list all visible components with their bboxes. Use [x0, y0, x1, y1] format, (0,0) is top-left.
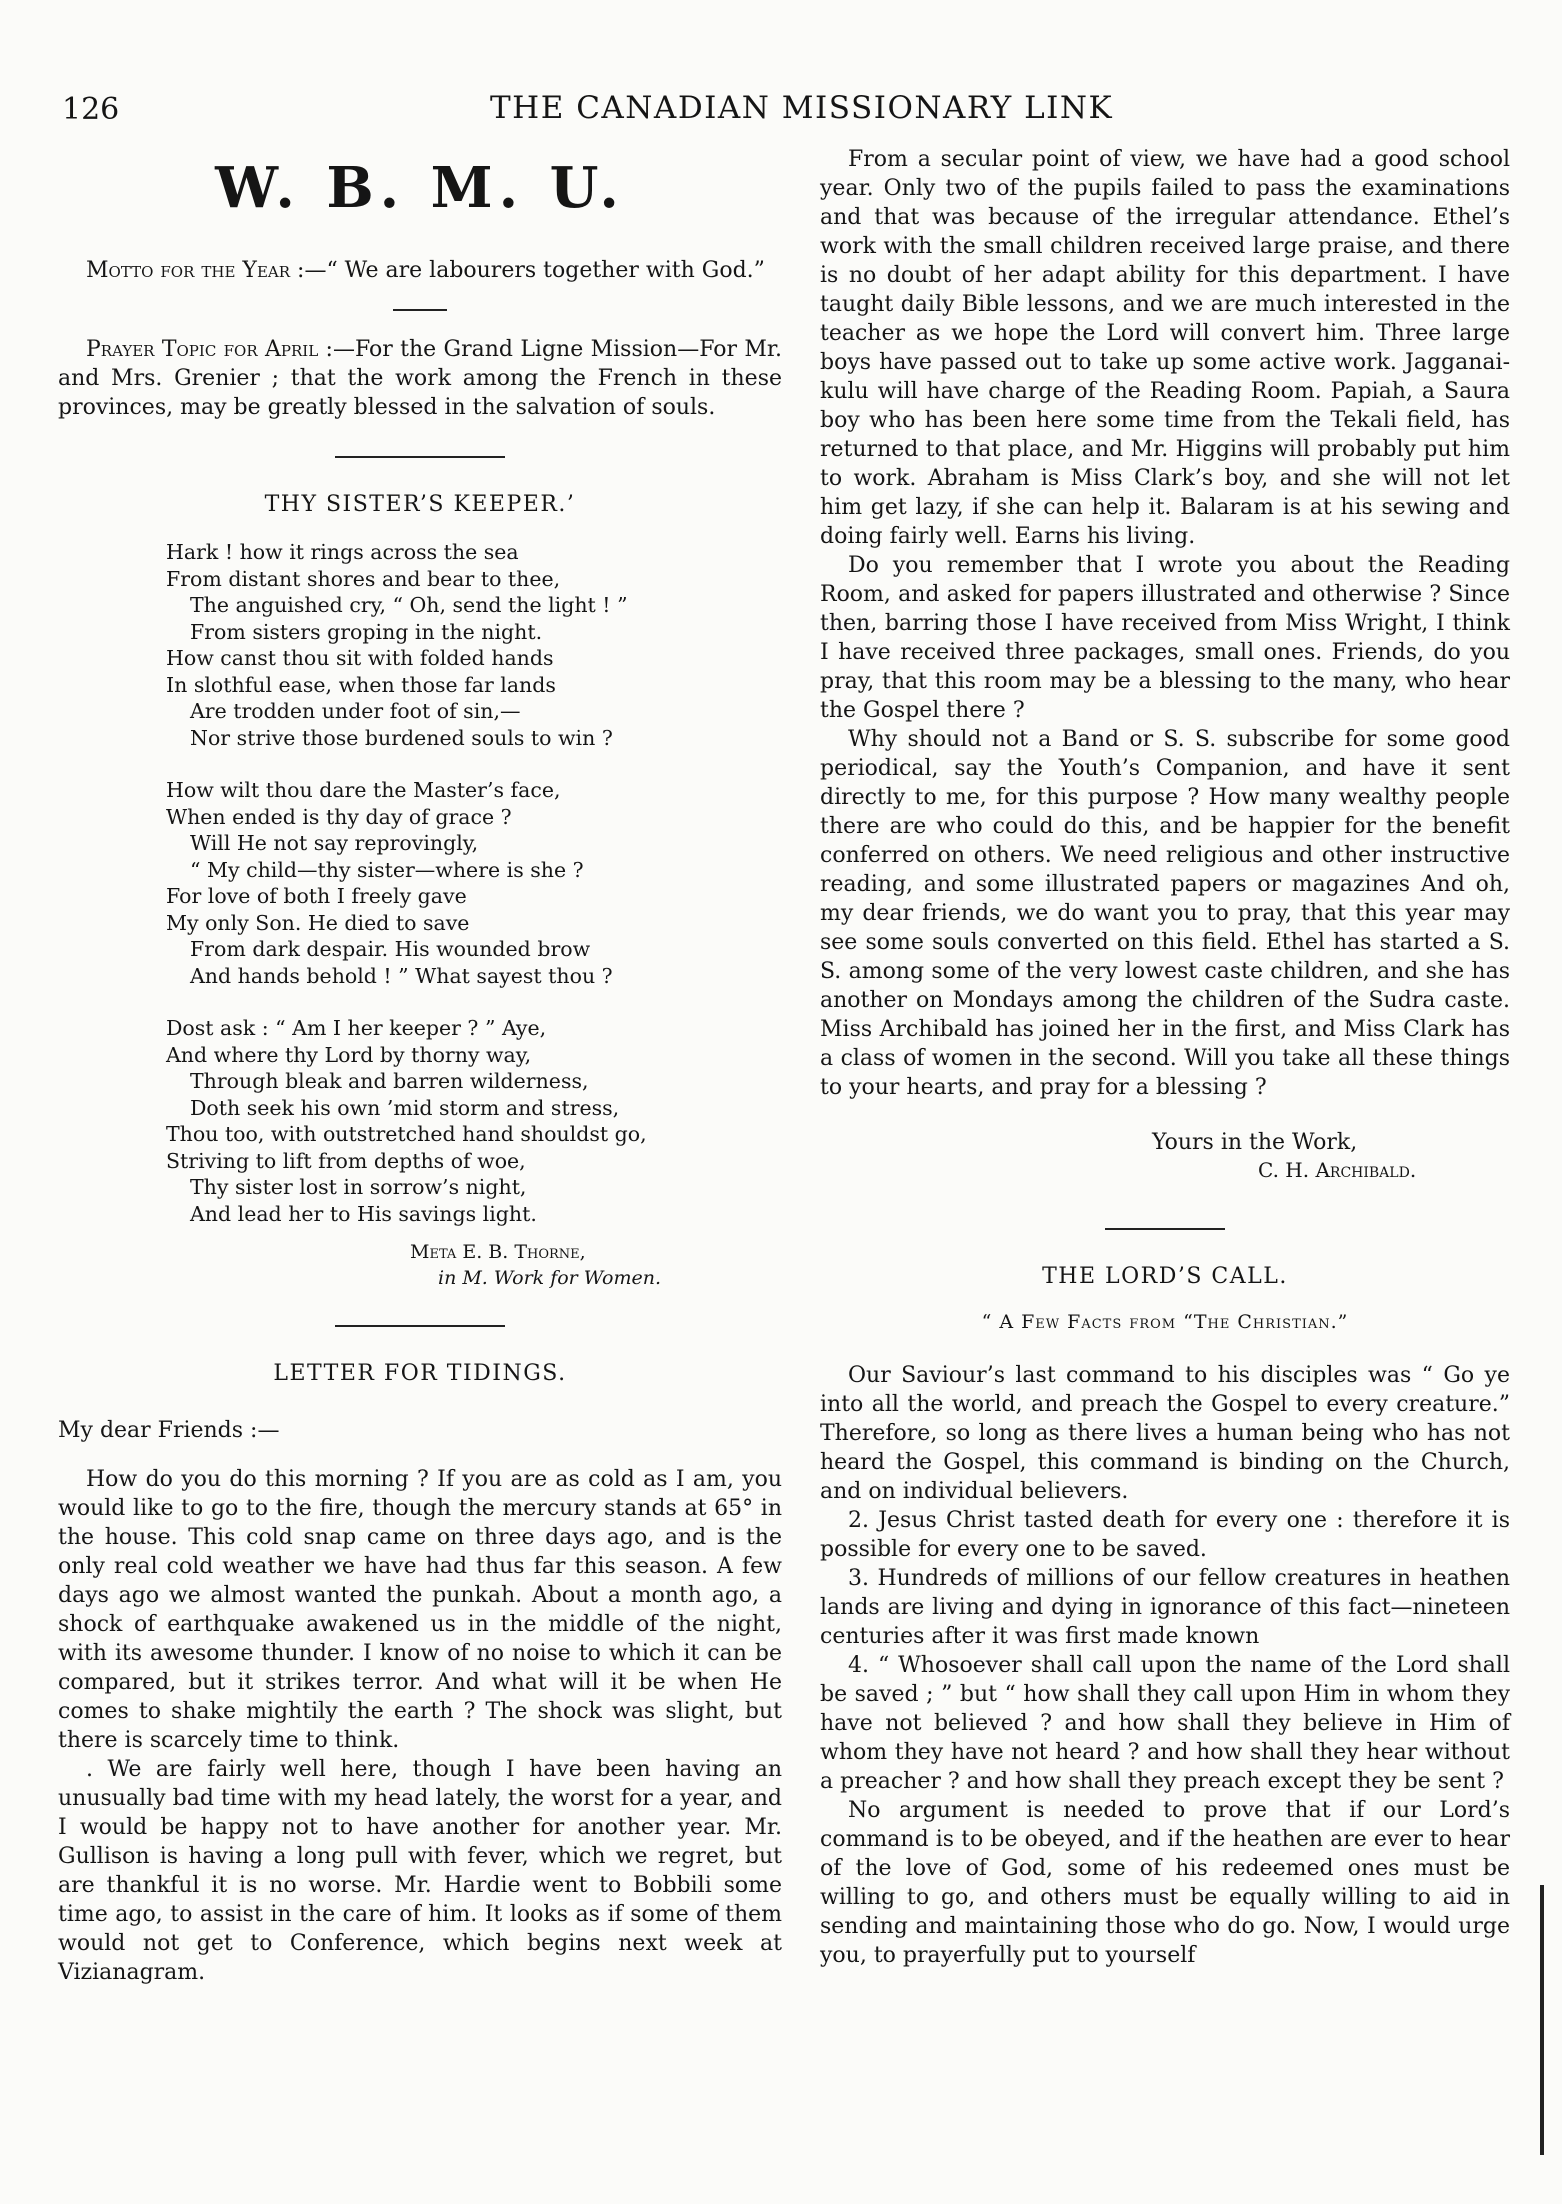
letter-paragraph: . We are fairly well here, though I have been having an unusually bad time with my head lately, the worst for a year, and I would be happy not to have another for another year. Mr. Gullison is having a long pull with fever, which we regret, but are thankful it is no worse. Mr. Hardie went to Bobbili some time ago, to assist in the care of him. It looks as if some of them would not get to Conference, which begins next week at Vizianagram.: [58, 1757, 782, 1985]
poem-stanza: [166, 1015, 782, 1227]
poem-line: Thy sister lost in sorrow’s night,: [190, 1175, 527, 1199]
divider: [393, 309, 447, 311]
poem-line: Nor strive those burdened souls to win ?: [190, 725, 613, 750]
letter-title: LETTER FOR TIDINGS.: [273, 1361, 567, 1386]
poem-line: In slothful ease, when those far lands: [166, 672, 556, 697]
prayer-topic: [58, 335, 782, 422]
prayer-text: :—For the Grand Ligne Mission—For Mr. and Mrs. Grenier ; that the work among the French in these provinces, may be greatly blessed in the salvation of souls.: [58, 337, 782, 420]
call-paragraph: Our Saviour’s last command to his disciples was “ Go ye into all the world, and preach the Gospel to every creature.” Therefore, so long as there lives a human being who has not heard the Gospel, this command is binding on the Church, and on individual believers.: [820, 1363, 1510, 1504]
poem-line: Thou too, with outstretched hand shouldst go,: [166, 1122, 647, 1146]
poem-line: For love of both I freely gave: [166, 884, 467, 908]
prayer-label: Prayer Topic for April: [86, 337, 319, 362]
poem-line: Hark ! how it rings across the sea: [166, 540, 519, 564]
poem-line: And lead her to His savings light.: [190, 1201, 537, 1226]
call-paragraph: 2. Jesus Christ tasted death for every one : therefore it is possible for every one to be saved.: [820, 1508, 1510, 1562]
poem-line: From distant shores and bear to thee,: [166, 566, 561, 591]
poem-line: How wilt thou dare the Master’s face,: [166, 778, 561, 802]
poem-line: From sisters groping in the night.: [190, 619, 543, 644]
masthead: W. B. M. U.: [215, 155, 625, 221]
letter-paragraph: Why should not a Band or S. S. subscribe for some good periodical, say the Youth’s Companion, and have it sent directly to me, for this purpose ? How many wealthy people there are who could do this, and be happier for the benefit conferred on others. We need religious and other instructive reading, and some illustrated papers or magazines And oh, my dear friends, we do want you to pray, that this year may see some souls converted on this field. Ethel has started a S. S. among some of the very lowest caste children, and she has another on Mondays among the children of the Sudra caste. Miss Archibald has joined her in the first, and Miss Clark has a class of women in the second. Will you take all these things to your hearts, and pray for a blessing ?: [820, 727, 1510, 1100]
left-column: [58, 145, 782, 1987]
poem-line: From dark despair. His wounded brow: [190, 937, 591, 961]
call-subtitle: “ A Few Facts from “The Christian.”: [981, 1311, 1349, 1333]
poem-source: in M. Work for Women.: [438, 1267, 662, 1289]
poem-line: Striving to lift from depths of woe,: [166, 1148, 526, 1173]
poem-title: THY SISTER’S KEEPER.’: [264, 492, 576, 517]
call-paragraph: 3. Hundreds of millions of our fellow creatures in heathen lands are living and dying in ignorance of this fact—nineteen centuries after it was first made known: [820, 1566, 1510, 1649]
poem-stanza: [166, 777, 782, 989]
poem-line: And where thy Lord by thorny way,: [166, 1042, 532, 1067]
poem-author: Meta E. B. Thorne,: [410, 1241, 586, 1263]
call-paragraph: 4. “ Whosoever shall call upon the name of the Lord shall be saved ; ” but “ how shall they call upon Him in whom they have not believed ? and how shall they believe in Him of whom they have not heard ? and how shall they hear without a preacher ? and how shall they preach except they be sent ?: [820, 1653, 1510, 1794]
letter-salutation: My dear Friends :—: [58, 1418, 280, 1443]
divider: [1105, 1228, 1225, 1230]
poem-line: My only Son. He died to save: [166, 910, 470, 935]
letter-closing: Yours in the Work,: [1152, 1130, 1358, 1155]
poem-line: “ My child—thy sister—where is she ?: [190, 857, 584, 882]
poem-stanza: [166, 539, 782, 751]
letter-paragraph: From a secular point of view, we have had a good school year. Only two of the pupils failed to pass the examinations and that was because of the irregular attendance. Ethel’s work with the small children received large praise, and there is no doubt of her adapt ability for this department. I have taught daily Bible lessons, and we are much interested in the teacher as we hope the Lord will convert him. Three large boys have passed out to take up some active work. Jagganai-kulu will have charge of the Reading Room. Papiah, a Saura boy who has been here some time from the Tekali field, has returned to that place, and Mr. Higgins will probably put him to work. Abraham is Miss Clark’s boy, and she will not let him get lazy, if she can help it. Balaram is at his sewing and doing fairly well. Earns his living.: [820, 147, 1510, 549]
poem-line: Through bleak and barren wilderness,: [190, 1069, 589, 1093]
poem-line: And hands behold ! ” What sayest thou ?: [190, 963, 613, 988]
poem-line: How canst thou sit with folded hands: [166, 646, 554, 670]
letter-paragraph: Do you remember that I wrote you about the Reading Room, and asked for papers illustrated and otherwise ? Since then, barring those I have received from Miss Wright, I think I have received three packages, small ones. Friends, do you pray, that this room may be a blessing to the many, who hear the Gospel there ?: [820, 553, 1510, 723]
letter-signature: C. H. Archibald.: [1258, 1158, 1417, 1182]
poem-line: Are trodden under foot of sin,—: [190, 699, 521, 723]
motto: [58, 256, 782, 285]
page-edge-mark: [1540, 1885, 1544, 2155]
letter-paragraph: How do you do this morning ? If you are as cold as I am, you would like to go to the fire, though the mercury stands at 65° in the house. This cold snap came on three days ago, and is the only real cold weather we have had thus far this season. A few days ago we almost wanted the punkah. About a month ago, a shock of earthquake awakened us in the middle of the night, with its awesome thunder. I know of no noise to which it can be compared, but it strikes terror. And what will it be when He comes to shake mightily the earth ? The shock was slight, but there is scarcely time to think.: [58, 1467, 782, 1753]
poem: [166, 539, 782, 1227]
poem-line: Will He not say reprovingly,: [190, 831, 479, 855]
call-paragraph: No argument is needed to prove that if our Lord’s command is to be obeyed, and if the heathen are ever to hear of the love of God, some of his redeemed ones must be willing to go, and others must be equally willing to aid in sending and maintaining those who do go. Now, I would urge you, to prayerfully put to yourself: [820, 1798, 1510, 1968]
poem-line: When ended is thy day of grace ?: [166, 804, 512, 829]
divider: [335, 1325, 505, 1327]
motto-label: Motto for the Year: [86, 258, 291, 283]
motto-text: :—“ We are labourers together with God.”: [297, 258, 765, 283]
poem-line: Dost ask : “ Am I her keeper ? ” Aye,: [166, 1016, 547, 1040]
running-head: THE CANADIAN MISSIONARY LINK: [490, 90, 1114, 126]
poem-line: The anguished cry, “ Oh, send the light ! ”: [190, 593, 628, 617]
poem-line: Doth seek his own ’mid storm and stress,: [190, 1095, 620, 1120]
right-column: [820, 145, 1510, 1970]
call-title: THE LORD’S CALL.: [1042, 1264, 1288, 1289]
divider: [335, 456, 505, 458]
page-number: 126: [62, 92, 120, 127]
